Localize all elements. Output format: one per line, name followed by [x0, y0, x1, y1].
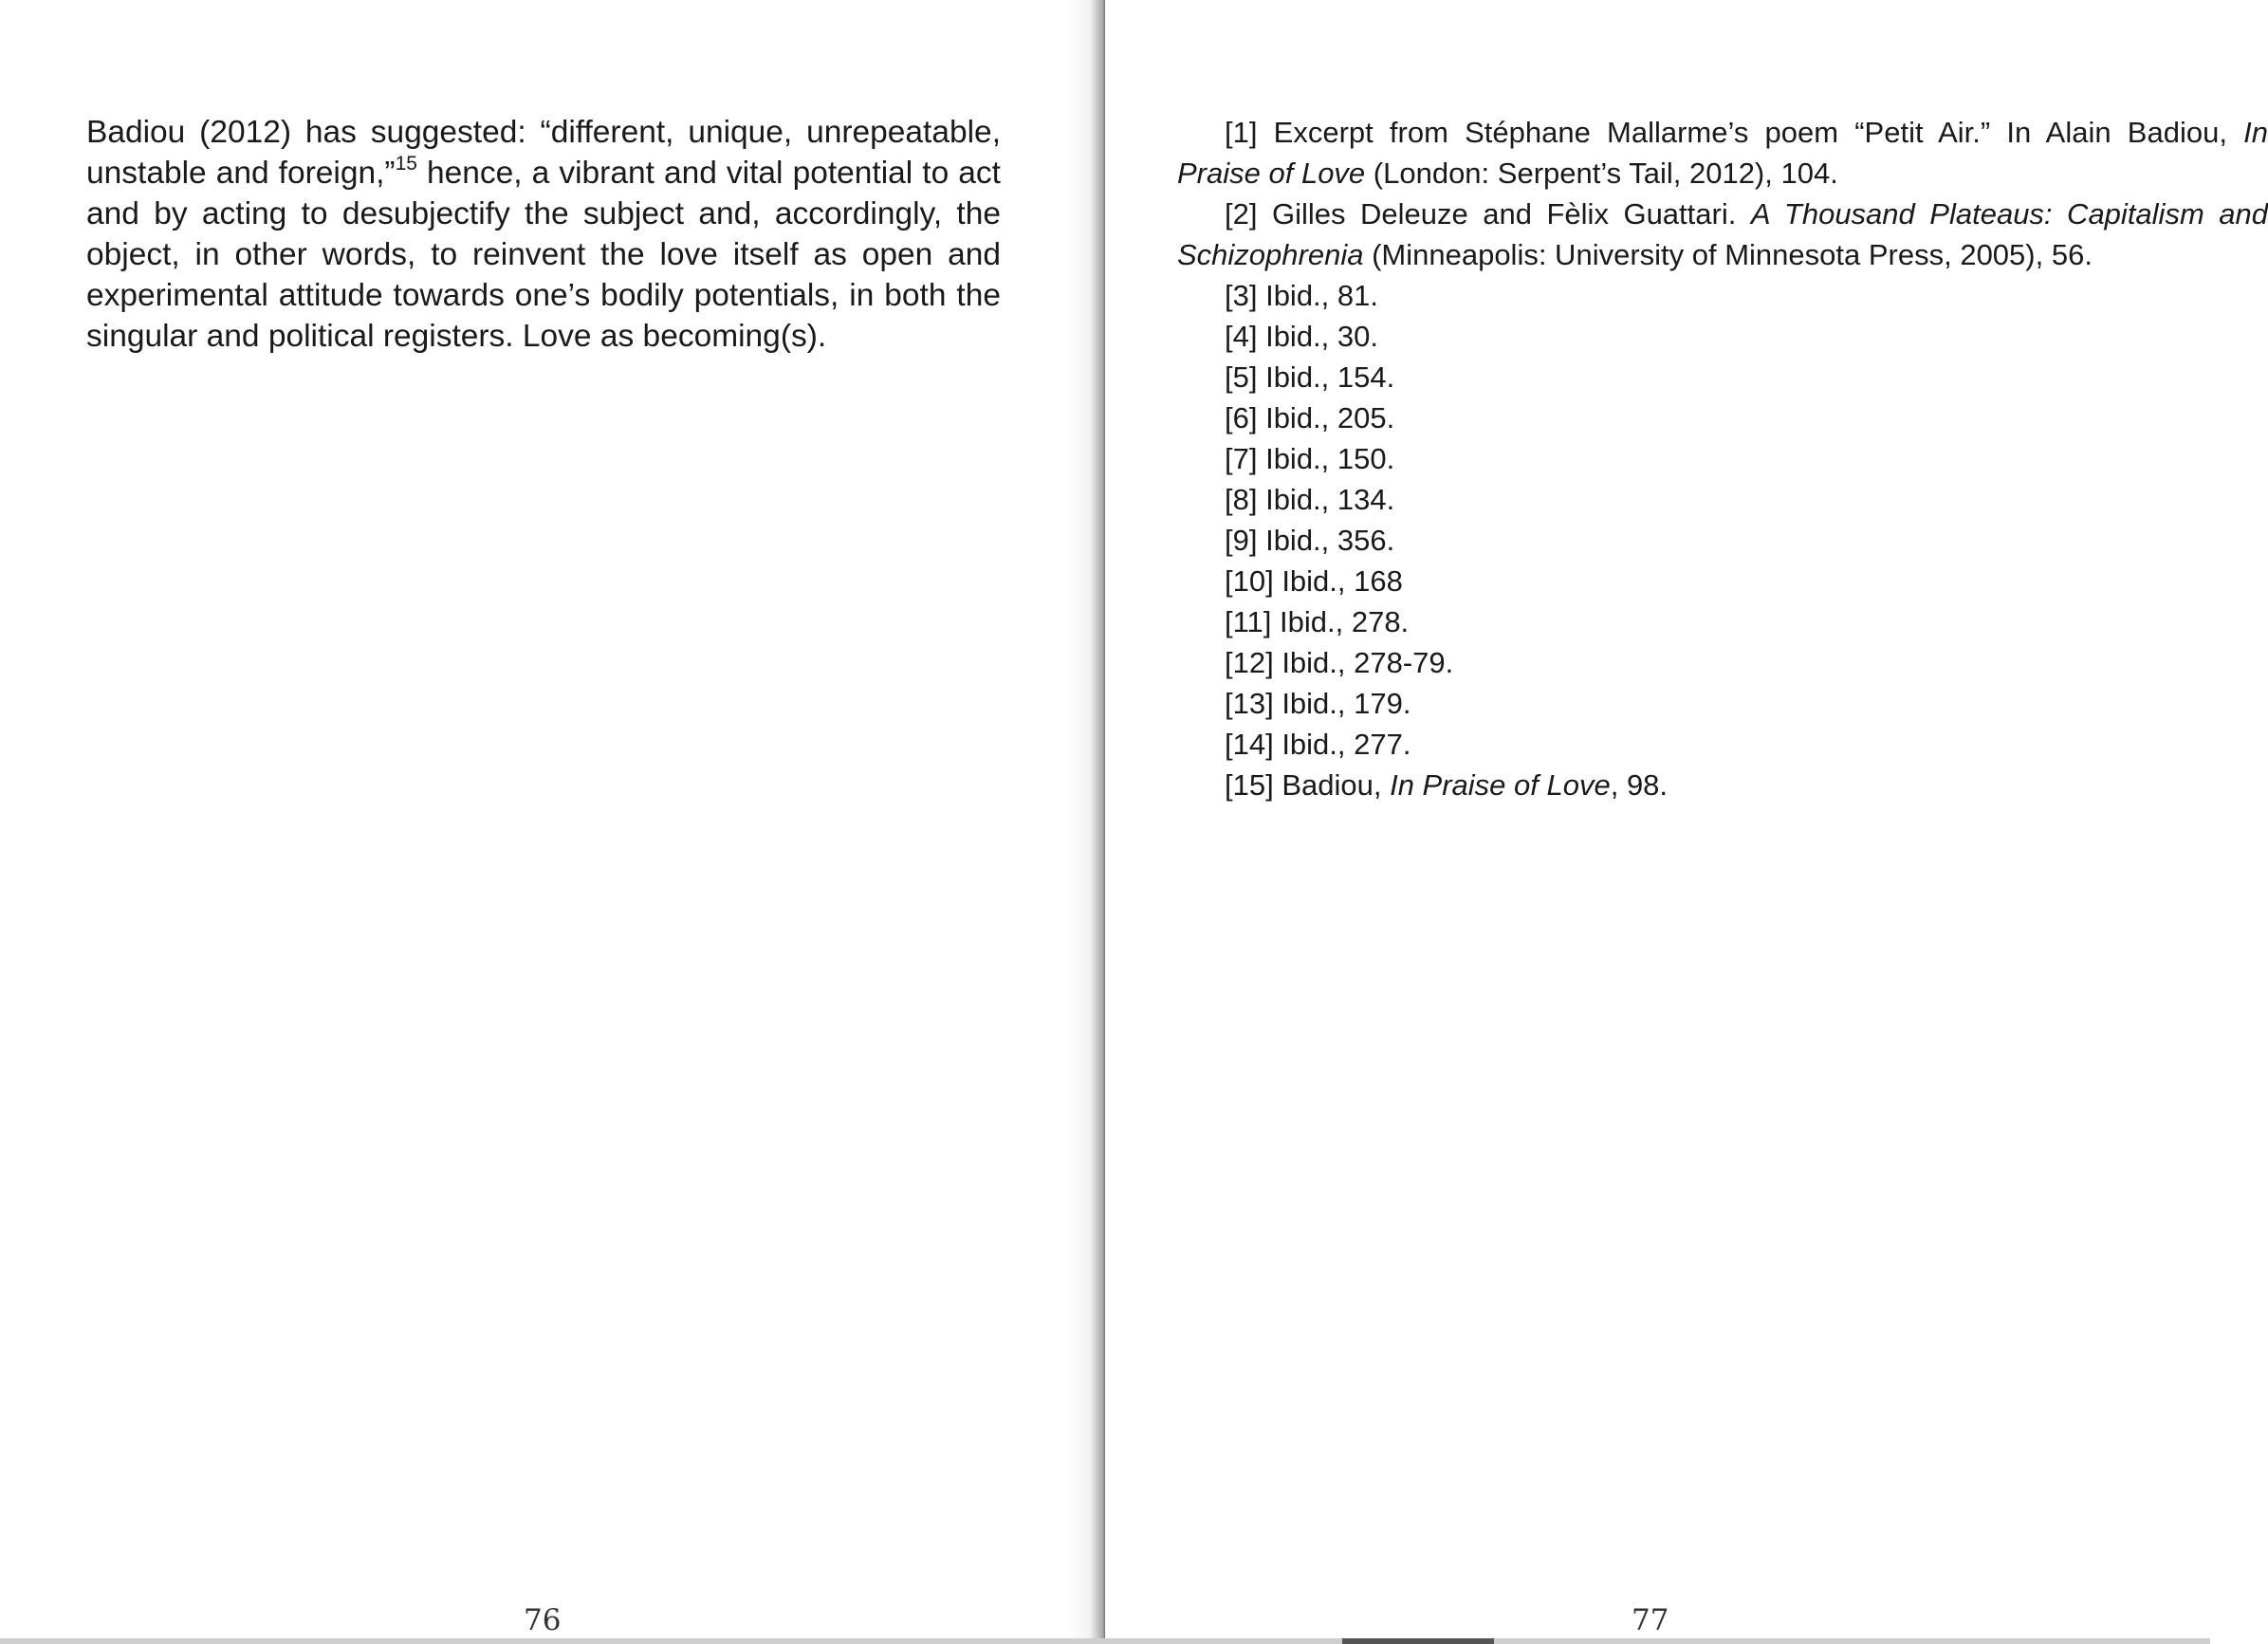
paragraph-text-start: Badiou (2012) has suggested: “different, unique, unrepeatable, unstable and foreign,” [86, 115, 1001, 191]
endnote-text: [1] Excerpt from Stéphane Mallarme’s poem “Petit Air.” In Alain Badiou, [1225, 116, 2244, 149]
endnotes-list [1177, 112, 2268, 805]
paragraph-text-end: hence, a vibrant and vital potential to act and by acting to desubjectify the subject and, accordingly, the object, in other words, to reinvent the love itself as open and experimental attitude towards one’s bodily potentials, in both the singular and political registers. Love as becoming(s). [86, 156, 1001, 354]
body-paragraph [86, 112, 1001, 357]
endnote: [9] Ibid., 356. [1225, 524, 1395, 557]
endnote: [13] Ibid., 179. [1225, 687, 1411, 720]
endnote [1177, 194, 2268, 275]
endnote: [10] Ibid., 168 [1225, 564, 1403, 598]
page-number-left: 76 [524, 1603, 562, 1637]
gutter-shadow [1067, 0, 1105, 1644]
endnote: [12] Ibid., 278-79. [1225, 646, 1454, 679]
endnote: [11] Ibid., 278. [1225, 605, 1410, 638]
endnote: [5] Ibid., 154. [1225, 360, 1395, 394]
endnote: [7] Ibid., 150. [1225, 442, 1395, 475]
endnote-text: [2] Gilles Deleuze and Fèlix Guattari. [1225, 197, 1751, 231]
endnote: [14] Ibid., 277. [1225, 728, 1411, 761]
footnote-reference[interactable]: 15 [395, 152, 417, 175]
endnote: [3] Ibid., 81. [1225, 279, 1378, 312]
endnote-title: A Thousand Plateaus: Capitalism and Schizophrenia [1177, 197, 2268, 271]
endnote: [8] Ibid., 134. [1225, 483, 1395, 516]
endnote: [6] Ibid., 205. [1225, 401, 1395, 434]
endnote-title: In Praise of Love [1177, 116, 2268, 190]
endnote: [4] Ibid., 30. [1225, 320, 1378, 353]
left-page [0, 0, 1105, 1644]
right-page [1105, 0, 2268, 1644]
scrollbar-thumb[interactable] [1342, 1638, 1494, 1644]
endnote [1177, 765, 2268, 805]
bottom-scrollbar[interactable] [0, 1638, 2210, 1644]
endnote-text: (Minneapolis: University of Minnesota Press, 2005), 56. [1363, 238, 2093, 271]
endnote-title: In Praise of Love [1390, 768, 1611, 802]
endnote [1177, 112, 2268, 194]
endnote-text: (London: Serpent’s Tail, 2012), 104. [1365, 157, 1838, 190]
endnote-text: [15] Badiou, [1225, 768, 1391, 802]
endnote-text: , 98. [1610, 768, 1669, 802]
page-number-right: 77 [1632, 1603, 1669, 1637]
